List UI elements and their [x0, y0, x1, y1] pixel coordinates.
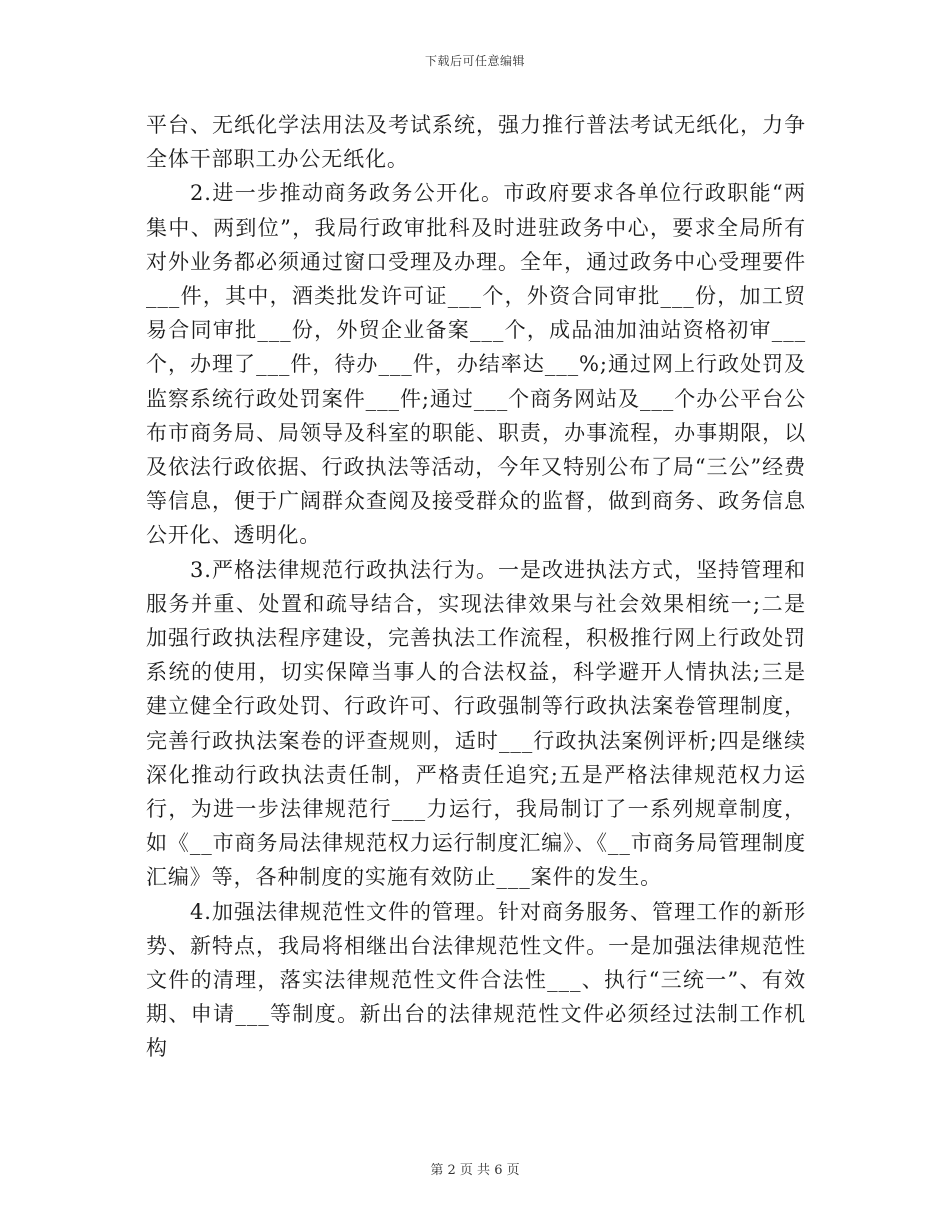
page-number: 第 2 页 共 6 页 — [430, 1163, 520, 1178]
page-footer — [0, 1159, 950, 1178]
page-header — [0, 52, 950, 69]
paragraph-item-4: 4.加强法律规范性文件的管理。针对商务服务、管理工作的新形势、新特点，我局将相继出台法律规范性文件。一是加强法律规范性文件的清理，落实法律规范性文件合法性___、执行“三统一”、有效期、申请___等制度。新出台的法律规范性文件必须经过法制工作机构 — [146, 899, 806, 1061]
header-note: 下载后可任意编辑 — [424, 54, 525, 68]
paragraph-continuation: 平台、无纸化学法用法及考试系统，强力推行普法考试无纸化，力争全体干部职工办公无纸化。 — [146, 113, 806, 172]
paragraph-item-2: 2.进一步推动商务政务公开化。市政府要求各单位行政职能“两集中、两到位”，我局行政审批科及时进驻政务中心，要求全局所有对外业务都必须通过窗口受理及办理。全年，通过政务中心受理要件___件，其中，酒类批发许可证___个，外资合同审批___份，加工贸易合同审批___份，外贸企业备案___个，成品油加油站资格初审___个，办理了___件，待办___件，办结率达___%;通过网上行政处罚及监察系统行政处罚案件___件;通过___个商务网站及___个办公平台公布市商务局、局领导及科室的职能、职责，办事流程，办事期限，以及依法行政依据、行政执法等活动，今年又特别公布了局“三公”经费等信息，便于广阔群众查阅及接受群众的监督，做到商务、政务信息公开化、透明化。 — [146, 181, 806, 548]
document-body — [146, 108, 806, 1066]
paragraph-item-3: 3.严格法律规范行政执法行为。一是改进执法方式，坚持管理和服务并重、处置和疏导结合，实现法律效果与社会效果相统一;二是加强行政执法程序建设，完善执法工作流程，积极推行网上行政处罚系统的使用，切实保障当事人的合法权益，科学避开人情执法;三是建立健全行政处罚、行政许可、行政强制等行政执法案卷管理制度，完善行政执法案卷的评查规则，适时___行政执法案例评析;四是继续深化推动行政执法责任制，严格责任追究;五是严格法律规范权力运行，为进一步法律规范行___力运行，我局制订了一系列规章制度，如《__市商务局法律规范权力运行制度汇编》、《__市商务局管理制度汇编》等，各种制度的实施有效防止___案件的发生。 — [146, 557, 806, 890]
